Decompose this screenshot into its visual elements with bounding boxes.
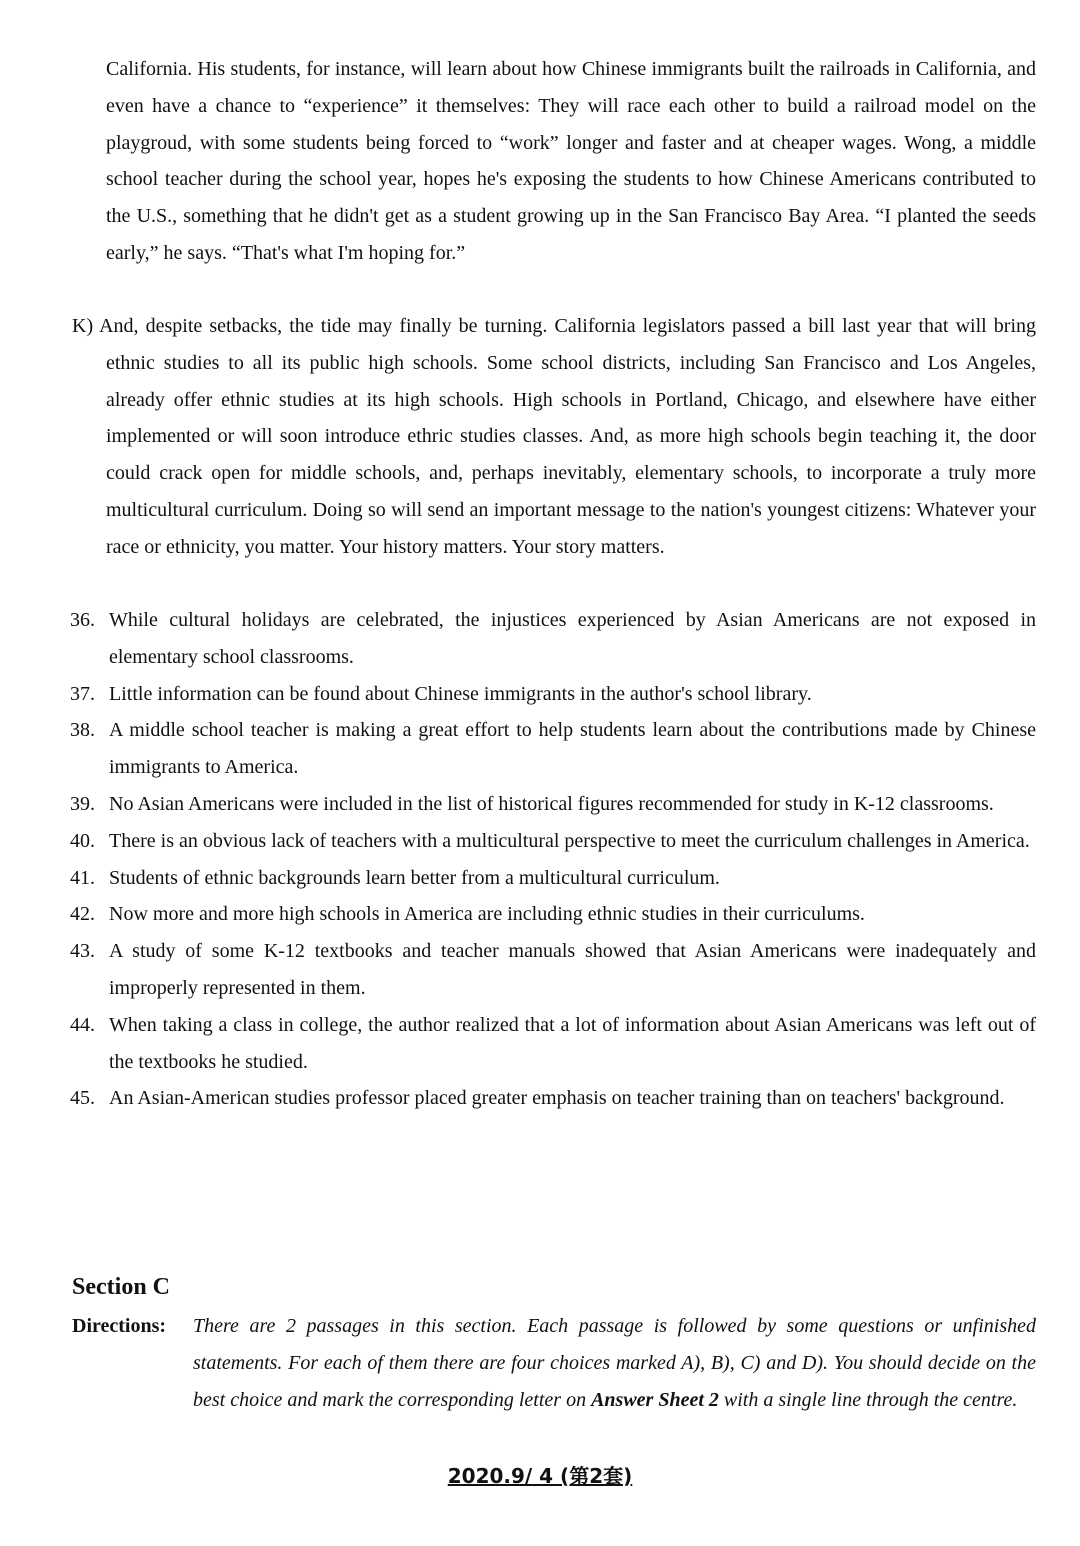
question-number: 41. [70,866,95,889]
question-text: Little information can be found about Chinese immigrants in the author's school library. [109,682,812,705]
question-number: 38. [70,719,95,742]
question-text: There is an obvious lack of teachers with a multicultural perspective to meet the curriculum challenges in America. [109,829,1030,852]
question-number: 45. [70,1087,95,1110]
paragraph-k-text: And, despite setbacks, the tide may finally be turning. California legislators passed a bill last year that will bring ethnic studies to all its public high schools. Some school districts, including San Francisco and Los Angeles, already offer ethnic studies at its high schools. High schools in Portland, Chicago, and elsewhere have either implemented or will soon introduce ethric studies classes. And, as more high schools begin teaching it, the door could crack open for middle schools, and, perhaps inevitably, elementary schools, to incorporate a truly more multicultural curriculum. Doing so will send an important message to the nation's youngest citizens: Whatever your race or ethnicity, you matter. Your history matters. Your story matters. [99,315,1036,558]
question-43 [70,933,1036,1007]
directions-text [193,1308,1036,1418]
section-c-title: Section C [72,1274,170,1300]
question-number: 37. [70,682,95,705]
question-38 [70,712,1036,786]
answer-sheet-label: Answer Sheet 2 [591,1388,719,1411]
question-number: 43. [70,940,95,963]
paragraph-k-label: K) [72,315,94,337]
page-footer [0,1460,1080,1489]
question-37 [70,676,1036,713]
question-text: An Asian-American studies professor placed greater emphasis on teacher training than on teachers' background. [109,1087,1005,1110]
question-number: 42. [70,903,95,926]
directions-text-part-2: with a single line through the centre. [718,1388,1018,1411]
question-text: A study of some K-12 textbooks and teacher manuals showed that Asian Americans were inadequately and improperly represented in them. [109,940,1036,999]
question-text: When taking a class in college, the author realized that a lot of information about Asian Americans was left out of the textbooks he studied. [109,1013,1036,1073]
question-number: 44. [70,1013,95,1036]
question-number: 39. [70,792,95,815]
question-39 [70,786,1036,823]
section-c-directions [72,1308,1036,1418]
footer-page-label: 2020.9/ 4 (第2套) [447,1464,633,1488]
question-text: While cultural holidays are celebrated, the injustices experienced by Asian Americans are not exposed in elementary school classrooms. [109,609,1036,668]
question-number: 40. [70,829,95,852]
question-text: No Asian Americans were included in the list of historical figures recommended for study in K-12 classrooms. [109,792,994,815]
question-number: 36. [70,609,95,631]
paragraph-k [72,308,1036,566]
directions-text-part-1: There are 2 passages in this section. Each passage is followed by some questions or unfinished statements. For each of them there are four choices marked A), B), C) and D). You should decide on the best choice and mark the corresponding letter on [193,1315,1036,1411]
question-41 [70,860,1036,897]
question-44 [70,1007,1036,1081]
directions-label: Directions: [72,1315,167,1337]
question-42 [70,896,1036,933]
question-40 [70,823,1036,860]
question-45 [70,1080,1036,1117]
question-36 [70,602,1036,676]
question-text: A middle school teacher is making a great effort to help students learn about the contributions made by Chinese immigrants to America. [109,719,1036,779]
passage-continuation: California. His students, for instance, will learn about how Chinese immigrants built the railroads in California, and even have a chance to “experience” it themselves: They will race each other to build a railroad model on the playgroud, with some students being forced to “work” longer and faster and at cheaper wages. Wong, a middle school teacher during the school year, hopes he's exposing the students to how Chinese Americans contributed to the U.S., something that he didn't get as a student growing up in the San Francisco Bay Area. “I planted the seeds early,” he says. “That's what I'm hoping for.” [106,58,1036,264]
question-list [70,602,1036,1117]
question-text: Now more and more high schools in America are including ethnic studies in their curriculums. [109,903,865,926]
question-text: Students of ethnic backgrounds learn better from a multicultural curriculum. [109,866,720,889]
